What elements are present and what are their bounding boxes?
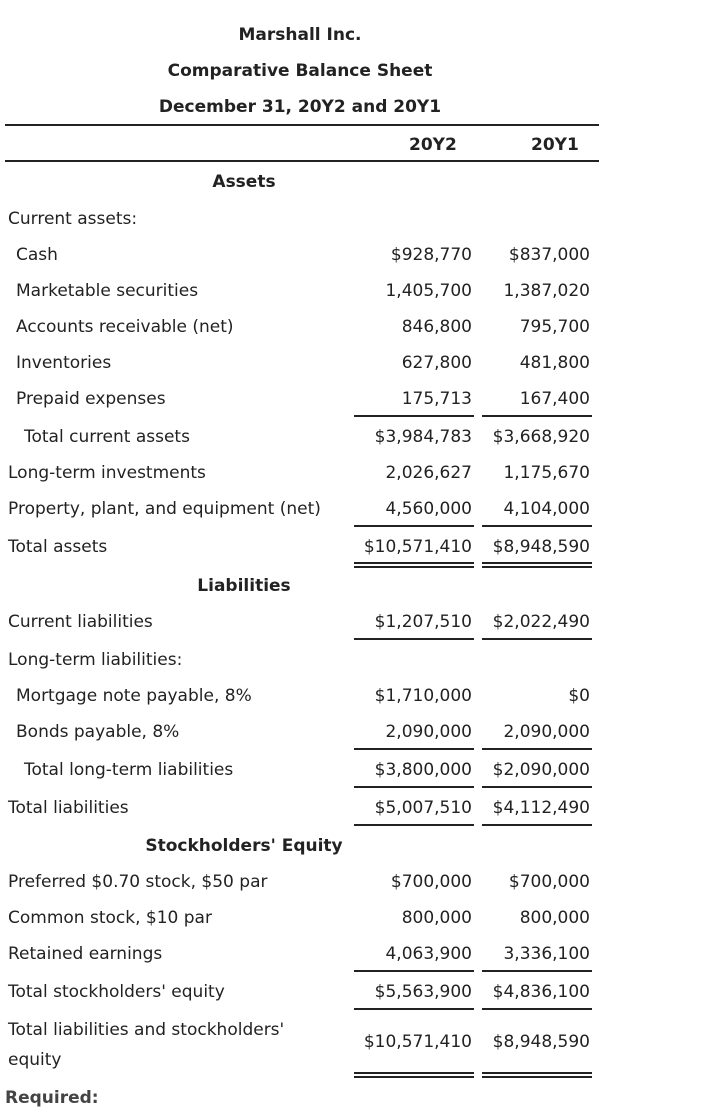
long-term-liabilities-label: Long-term liabilities:: [8, 650, 183, 670]
value-20y1: 795,700: [519, 317, 590, 337]
company-name: Marshall Inc.: [238, 25, 362, 45]
value-20y1: $837,000: [508, 245, 590, 265]
row-label: Property, plant, and equipment (net): [8, 499, 321, 519]
value-20y1: $4,112,490: [492, 798, 590, 818]
value-20y1: 2,090,000: [503, 722, 590, 742]
value-20y1: $3,668,920: [492, 427, 590, 447]
statement-date: December 31, 20Y2 and 20Y1: [158, 97, 442, 117]
subtotal-rule: [354, 1008, 474, 1010]
value-20y2: $5,007,510: [374, 798, 472, 818]
current-assets-label: Current assets:: [8, 209, 138, 229]
total-double-rule: [354, 1072, 474, 1078]
subtotal-rule: [354, 415, 474, 417]
row-label: Total liabilities: [8, 798, 129, 818]
subtotal-rule: [354, 638, 474, 640]
value-20y1: 481,800: [519, 353, 590, 373]
value-20y2: 846,800: [401, 317, 472, 337]
subtotal-rule: [354, 970, 474, 972]
value-20y1: 800,000: [519, 908, 590, 928]
section-liabilities: Liabilities: [197, 576, 291, 596]
column-header-20y2: 20Y2: [409, 135, 457, 155]
row-label-line1: Total liabilities and stockholders': [8, 1020, 285, 1040]
column-header-20y1: 20Y1: [531, 135, 579, 155]
subtotal-rule: [482, 525, 592, 527]
value-20y1: $2,090,000: [492, 760, 590, 780]
subtotal-rule: [354, 525, 474, 527]
subtotal-rule: [482, 748, 592, 750]
value-20y2: 627,800: [401, 353, 472, 373]
row-label: Accounts receivable (net): [16, 317, 234, 337]
total-double-rule: [354, 562, 474, 568]
row-label-line2: equity: [8, 1050, 62, 1070]
subtotal-rule: [354, 786, 474, 788]
value-20y2: 4,560,000: [385, 499, 472, 519]
value-20y1: 1,387,020: [503, 281, 590, 301]
value-20y1: $8,948,590: [492, 1032, 590, 1052]
subtotal-rule: [482, 970, 592, 972]
value-20y2: $3,984,783: [374, 427, 472, 447]
value-20y1: 3,336,100: [503, 944, 590, 964]
section-assets: Assets: [212, 172, 276, 192]
value-20y2: 175,713: [401, 389, 472, 409]
row-label: Retained earnings: [8, 944, 163, 964]
value-20y1: 167,400: [519, 389, 590, 409]
row-label: Mortgage note payable, 8%: [16, 686, 252, 706]
value-20y1: $0: [568, 686, 590, 706]
statement-title: Comparative Balance Sheet: [167, 61, 433, 81]
required-label: Required:: [5, 1088, 99, 1108]
value-20y1: $4,836,100: [492, 982, 590, 1002]
total-double-rule: [482, 562, 592, 568]
value-20y2: 2,026,627: [385, 463, 472, 483]
row-label: Long-term investments: [8, 463, 206, 483]
row-label: Inventories: [16, 353, 112, 373]
row-label: Preferred $0.70 stock, $50 par: [8, 872, 268, 892]
value-20y2: $3,800,000: [374, 760, 472, 780]
subtotal-rule: [482, 824, 592, 826]
subtotal-rule: [482, 415, 592, 417]
value-20y2: 800,000: [401, 908, 472, 928]
value-20y1: $2,022,490: [492, 612, 590, 632]
subtotal-rule: [482, 638, 592, 640]
value-20y1: $700,000: [508, 872, 590, 892]
value-20y2: 2,090,000: [385, 722, 472, 742]
value-20y2: $10,571,410: [363, 1032, 472, 1052]
value-20y2: $1,710,000: [374, 686, 472, 706]
value-20y1: 4,104,000: [503, 499, 590, 519]
row-label: Cash: [16, 245, 58, 265]
value-20y2: $10,571,410: [363, 537, 472, 557]
value-20y2: 1,405,700: [385, 281, 472, 301]
row-label: Total stockholders' equity: [8, 982, 225, 1002]
value-20y2: $928,770: [390, 245, 472, 265]
row-label: Marketable securities: [16, 281, 199, 301]
subtotal-rule: [354, 824, 474, 826]
subtotal-rule: [482, 786, 592, 788]
value-20y1: 1,175,670: [503, 463, 590, 483]
value-20y2: $700,000: [390, 872, 472, 892]
value-20y2: $5,563,900: [374, 982, 472, 1002]
row-label: Bonds payable, 8%: [16, 722, 180, 742]
subtotal-rule: [482, 1008, 592, 1010]
section-equity: Stockholders' Equity: [145, 836, 343, 856]
row-label: Prepaid expenses: [16, 389, 166, 409]
row-label: Total current assets: [24, 427, 190, 447]
value-20y1: $8,948,590: [492, 537, 590, 557]
value-20y2: $1,207,510: [374, 612, 472, 632]
header-rule-top: [5, 124, 599, 126]
row-label: Common stock, $10 par: [8, 908, 212, 928]
subtotal-rule: [354, 748, 474, 750]
header-rule-bottom: [5, 160, 599, 162]
row-label: Current liabilities: [8, 612, 153, 632]
row-label: Total long-term liabilities: [24, 760, 234, 780]
row-label: Total assets: [8, 537, 108, 557]
value-20y2: 4,063,900: [385, 944, 472, 964]
total-double-rule: [482, 1072, 592, 1078]
